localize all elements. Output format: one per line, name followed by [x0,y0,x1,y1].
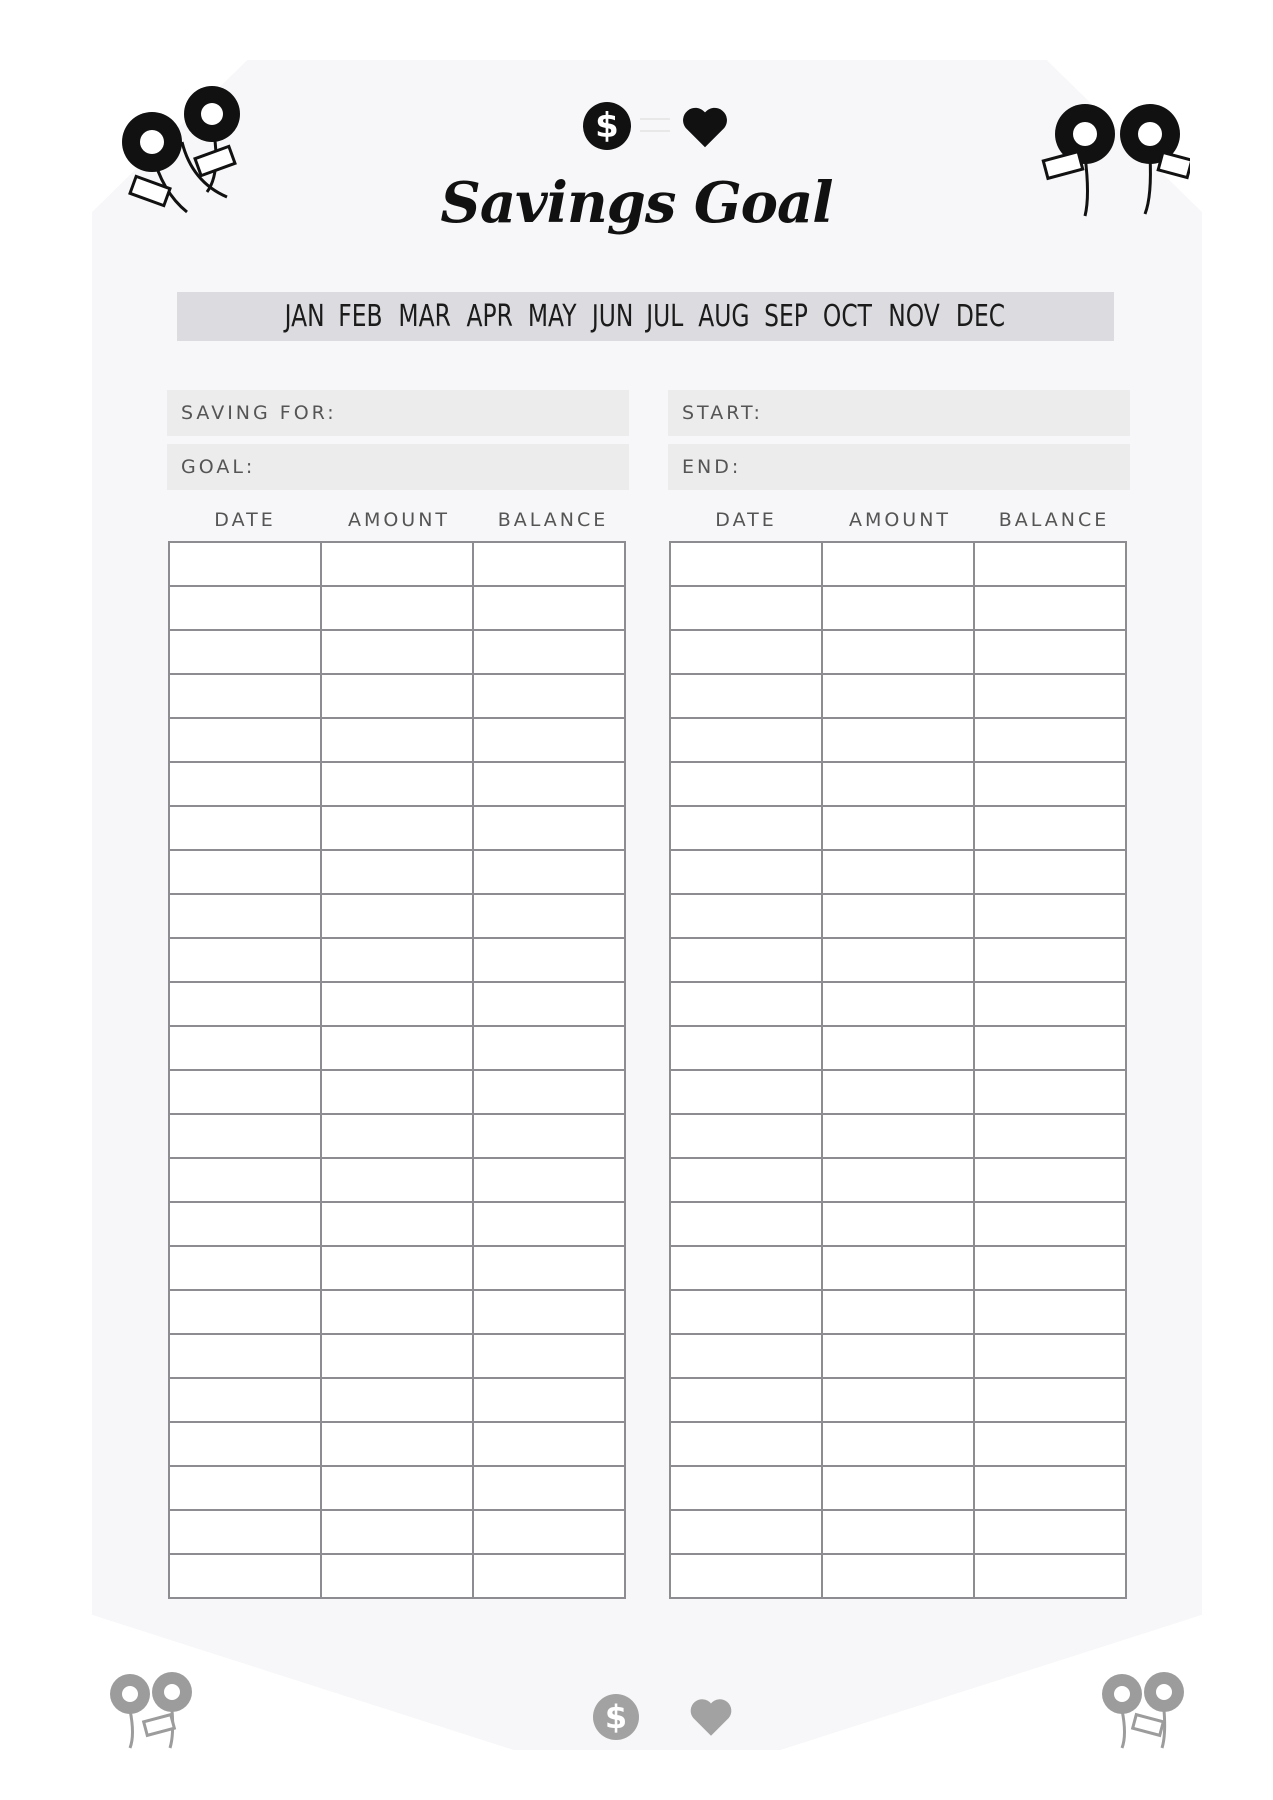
cell-amount[interactable] [321,1246,473,1290]
table-row [169,894,625,938]
table-row [169,674,625,718]
table-row [169,1158,625,1202]
divider [640,130,670,132]
table-row [169,762,625,806]
cell-balance[interactable] [473,1510,625,1554]
cell-balance[interactable] [473,1422,625,1466]
table-row [670,630,1126,674]
cell-date[interactable] [670,894,822,938]
table-row [169,1026,625,1070]
cell-date[interactable] [670,806,822,850]
cell-balance[interactable] [473,1202,625,1246]
cell-amount[interactable] [321,1290,473,1334]
cell-amount[interactable] [321,1070,473,1114]
table-row [670,1114,1126,1158]
cell-amount[interactable] [321,630,473,674]
cell-date[interactable] [670,982,822,1026]
cell-date[interactable] [670,1554,822,1598]
divider [640,118,670,120]
cell-amount[interactable] [321,1334,473,1378]
table-row [670,1466,1126,1510]
month-jun[interactable]: JUN [591,299,634,334]
month-sep[interactable]: SEP [764,299,809,334]
cell-date[interactable] [670,718,822,762]
cell-date[interactable] [169,1378,321,1422]
table-row [169,718,625,762]
cell-amount[interactable] [822,1466,974,1510]
cell-amount[interactable] [321,1158,473,1202]
cell-date[interactable] [670,1290,822,1334]
heart-icon [686,1692,736,1742]
money-flower-icon [1092,1670,1197,1750]
table-row [670,1290,1126,1334]
cell-balance[interactable] [974,674,1126,718]
cell-balance[interactable] [473,850,625,894]
month-apr[interactable]: APR [466,299,513,334]
month-jan[interactable]: JAN [284,299,325,334]
cell-balance[interactable] [473,1378,625,1422]
savings-log-table-right [669,541,1127,1599]
cell-amount[interactable] [822,1158,974,1202]
month-mar[interactable]: MAR [398,299,451,334]
cell-date[interactable] [670,1378,822,1422]
cell-balance[interactable] [473,1246,625,1290]
cell-amount[interactable] [822,674,974,718]
cell-amount[interactable] [321,1510,473,1554]
table-row [670,894,1126,938]
cell-amount[interactable] [822,1422,974,1466]
cell-date[interactable] [670,1114,822,1158]
cell-date[interactable] [169,938,321,982]
cell-amount[interactable] [822,806,974,850]
table-row [169,1290,625,1334]
table-row [169,1202,625,1246]
header-icons [0,100,1273,156]
cell-balance[interactable] [473,1026,625,1070]
cell-date[interactable] [670,1070,822,1114]
cell-date[interactable] [169,982,321,1026]
table-row [670,850,1126,894]
cell-date[interactable] [670,1246,822,1290]
cell-date[interactable] [169,1554,321,1598]
cell-amount[interactable] [822,1510,974,1554]
cell-amount[interactable] [321,1422,473,1466]
table-row [670,586,1126,630]
cell-amount[interactable] [822,1114,974,1158]
page-title: Savings Goal [440,170,833,236]
cell-amount[interactable] [321,938,473,982]
cell-balance[interactable] [473,1158,625,1202]
cell-date[interactable] [670,762,822,806]
cell-amount[interactable] [321,806,473,850]
cell-amount[interactable] [321,1554,473,1598]
table-row [169,1070,625,1114]
goal-field[interactable]: GOAL: [167,444,629,490]
cell-balance[interactable] [473,982,625,1026]
cell-balance[interactable] [974,1510,1126,1554]
cell-amount[interactable] [822,1026,974,1070]
cell-date[interactable] [169,894,321,938]
table-row [670,1070,1126,1114]
cell-balance[interactable] [974,630,1126,674]
cell-date[interactable] [670,1158,822,1202]
cell-date[interactable] [169,1158,321,1202]
cell-balance[interactable] [974,850,1126,894]
table-row [169,850,625,894]
column-header-date: DATE [214,509,276,531]
cell-balance[interactable] [473,630,625,674]
table-row [169,1114,625,1158]
column-header-amount: AMOUNT [347,509,451,531]
cell-balance[interactable] [974,1114,1126,1158]
cell-balance[interactable] [974,1070,1126,1114]
money-flower-icon [100,1670,205,1750]
cell-amount[interactable] [822,1070,974,1114]
cell-date[interactable] [670,1422,822,1466]
cell-amount[interactable] [321,1114,473,1158]
start-field[interactable]: START: [668,390,1130,436]
cell-date[interactable] [169,542,321,586]
cell-balance[interactable] [473,1334,625,1378]
cell-amount[interactable] [822,718,974,762]
table-row [670,1334,1126,1378]
month-selector [177,292,1114,341]
cell-amount[interactable] [822,982,974,1026]
cell-balance[interactable] [974,1158,1126,1202]
cell-balance[interactable] [974,1422,1126,1466]
cell-balance[interactable] [974,586,1126,630]
cell-balance[interactable] [974,1202,1126,1246]
cell-amount[interactable] [321,894,473,938]
cell-balance[interactable] [473,1070,625,1114]
cell-amount[interactable] [822,1554,974,1598]
cell-amount[interactable] [822,1246,974,1290]
cell-balance[interactable] [473,586,625,630]
table-row [169,1334,625,1378]
column-header-amount: AMOUNT [848,509,952,531]
cell-date[interactable] [670,938,822,982]
month-nov[interactable]: NOV [888,299,941,334]
cell-date[interactable] [670,586,822,630]
cell-date[interactable] [670,1334,822,1378]
cell-date[interactable] [169,850,321,894]
saving-for-field[interactable]: SAVING FOR: [167,390,629,436]
month-dec[interactable]: DEC [956,299,1006,334]
cell-balance[interactable] [473,894,625,938]
cell-date[interactable] [670,1510,822,1554]
cell-amount[interactable] [321,718,473,762]
cell-date[interactable] [169,1114,321,1158]
cell-amount[interactable] [822,542,974,586]
table-row [169,1246,625,1290]
table-row [169,1422,625,1466]
cell-date[interactable] [169,1422,321,1466]
cell-date[interactable] [169,1334,321,1378]
cell-balance[interactable] [974,1026,1126,1070]
table-row [670,1026,1126,1070]
cell-amount[interactable] [321,850,473,894]
cell-balance[interactable] [473,1114,625,1158]
table-row [670,1510,1126,1554]
cell-amount[interactable] [822,1202,974,1246]
cell-date[interactable] [670,542,822,586]
cell-balance[interactable] [974,1554,1126,1598]
table-row [169,1510,625,1554]
dollar-coin-icon: $ [593,1694,639,1740]
cell-balance[interactable] [473,542,625,586]
table-row [670,938,1126,982]
month-oct[interactable]: OCT [823,299,873,334]
cell-date[interactable] [169,806,321,850]
cell-balance[interactable] [473,1466,625,1510]
table-row [169,542,625,586]
cell-date[interactable] [169,718,321,762]
cell-date[interactable] [169,762,321,806]
cell-date[interactable] [169,1466,321,1510]
cell-amount[interactable] [822,1378,974,1422]
column-header-balance: BALANCE [497,509,609,531]
table-row [670,806,1126,850]
table-row [670,762,1126,806]
cell-date[interactable] [670,1202,822,1246]
cell-date[interactable] [169,586,321,630]
end-field[interactable]: END: [668,444,1130,490]
cell-date[interactable] [169,1070,321,1114]
table-row [670,1378,1126,1422]
cell-balance[interactable] [974,894,1126,938]
table-row [670,1422,1126,1466]
table-row [670,542,1126,586]
table-row [169,630,625,674]
cell-balance[interactable] [974,718,1126,762]
table-row [670,1202,1126,1246]
cell-amount[interactable] [321,542,473,586]
month-may[interactable]: MAY [528,299,577,334]
table-row [169,586,625,630]
cell-date[interactable] [169,1510,321,1554]
cell-date[interactable] [169,1202,321,1246]
cell-balance[interactable] [974,762,1126,806]
cell-date[interactable] [169,1246,321,1290]
cell-date[interactable] [169,630,321,674]
table-row [670,1246,1126,1290]
cell-date[interactable] [169,1290,321,1334]
cell-balance[interactable] [473,938,625,982]
cell-amount[interactable] [822,850,974,894]
savings-log-table-left [168,541,626,1599]
cell-date[interactable] [169,1026,321,1070]
month-aug[interactable]: AUG [697,299,750,334]
cell-balance[interactable] [473,762,625,806]
cell-date[interactable] [169,674,321,718]
column-header-date: DATE [715,509,777,531]
month-jul[interactable]: JUL [646,299,684,334]
cell-amount[interactable] [822,1290,974,1334]
cell-amount[interactable] [321,1378,473,1422]
cell-amount[interactable] [321,1466,473,1510]
cell-balance[interactable] [473,674,625,718]
cell-amount[interactable] [321,762,473,806]
cell-date[interactable] [670,1466,822,1510]
cell-balance[interactable] [974,542,1126,586]
cell-date[interactable] [670,850,822,894]
column-header-balance: BALANCE [998,509,1110,531]
table-row [670,1554,1126,1598]
heart-icon [678,100,732,154]
cell-balance[interactable] [974,806,1126,850]
cell-balance[interactable] [974,982,1126,1026]
cell-amount[interactable] [321,1202,473,1246]
cell-balance[interactable] [974,1378,1126,1422]
cell-amount[interactable] [822,586,974,630]
table-row [670,982,1126,1026]
cell-date[interactable] [670,1026,822,1070]
table-row [169,1378,625,1422]
cell-balance[interactable] [974,1466,1126,1510]
cell-amount[interactable] [321,674,473,718]
table-row [670,1158,1126,1202]
cell-date[interactable] [670,674,822,718]
cell-balance[interactable] [974,938,1126,982]
table-row [169,1554,625,1598]
cell-date[interactable] [670,630,822,674]
cell-amount[interactable] [822,1334,974,1378]
table-row [670,674,1126,718]
table-row [169,806,625,850]
cell-balance[interactable] [473,1554,625,1598]
month-feb[interactable]: FEB [338,299,383,334]
cell-balance[interactable] [974,1246,1126,1290]
cell-balance[interactable] [473,806,625,850]
cell-balance[interactable] [473,718,625,762]
table-row [169,938,625,982]
cell-amount[interactable] [321,586,473,630]
table-row [670,718,1126,762]
cell-amount[interactable] [822,894,974,938]
table-row [169,1466,625,1510]
cell-amount[interactable] [822,630,974,674]
cell-balance[interactable] [974,1334,1126,1378]
table-row [169,982,625,1026]
cell-amount[interactable] [822,938,974,982]
cell-amount[interactable] [321,982,473,1026]
cell-amount[interactable] [321,1026,473,1070]
cell-amount[interactable] [822,762,974,806]
dollar-coin-icon: $ [583,102,631,150]
cell-balance[interactable] [473,1290,625,1334]
cell-balance[interactable] [974,1290,1126,1334]
